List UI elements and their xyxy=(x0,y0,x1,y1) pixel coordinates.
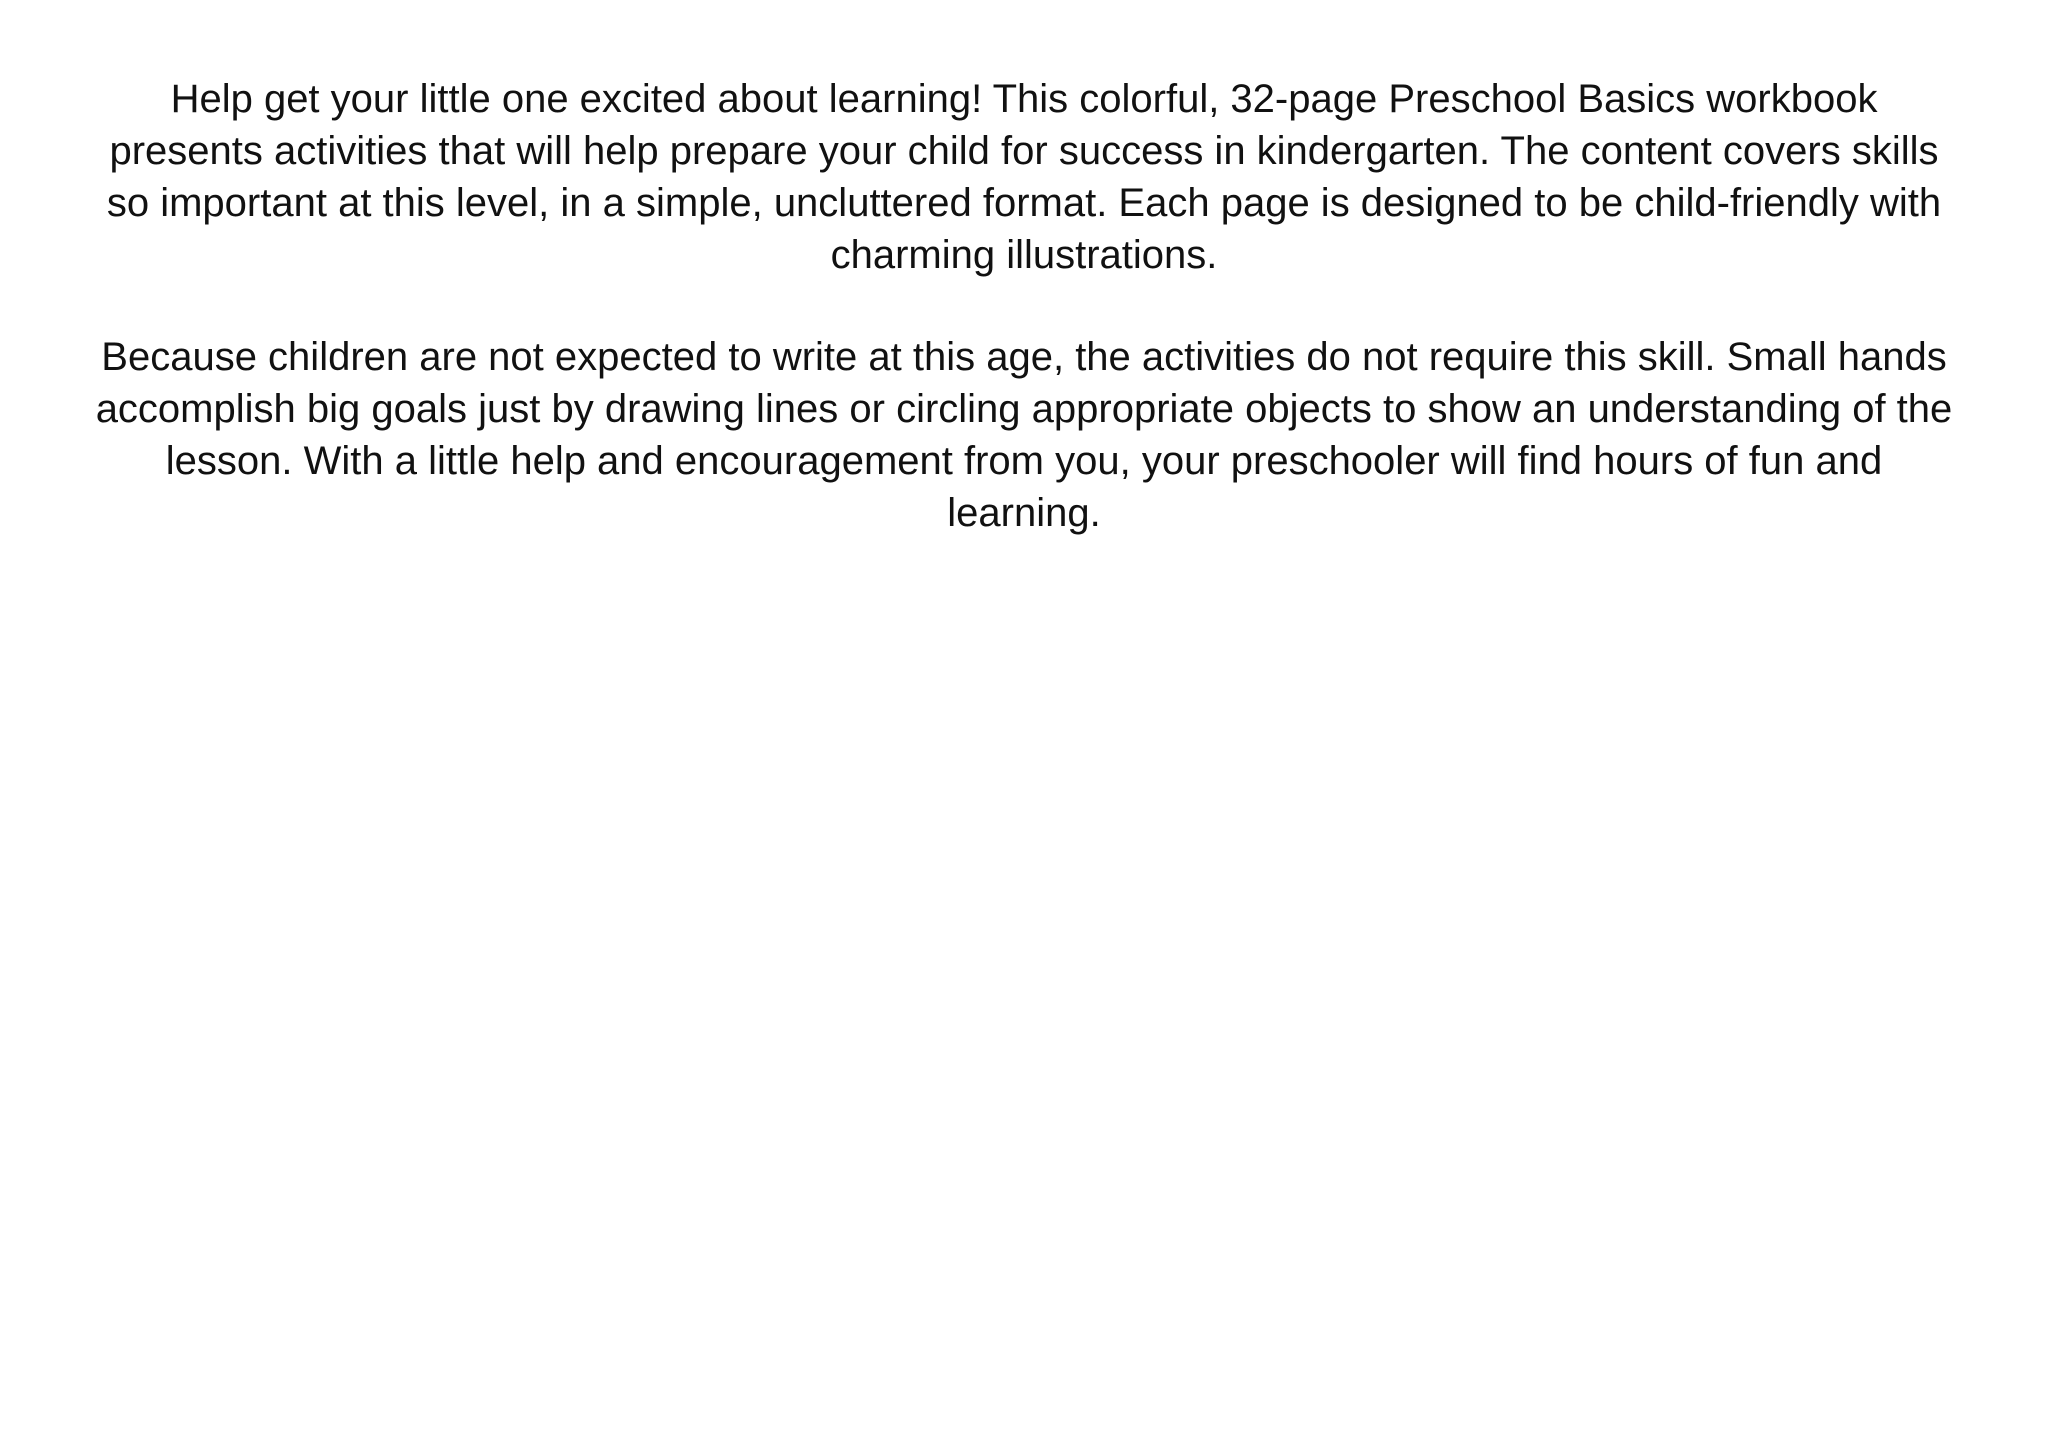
description-paragraph-2: Because children are not expected to write at this age, the activities do not require this skill. Small hands accomplish big goals just by drawing lines or circling appropriate objects to show an understanding of the lesson. With a little help and encouragement from you, your preschooler will find hours of fun and learning. xyxy=(95,335,1953,535)
description-paragraph-1: Help get your little one excited about learning! This colorful, 32-page Preschool Basics workbook presents activities that will help prepare your child for success in kindergarten. The content covers skills so important at this level, in a simple, uncluttered format. Each page is designed to be child-friendly with charming illustrations. xyxy=(106,77,1942,277)
